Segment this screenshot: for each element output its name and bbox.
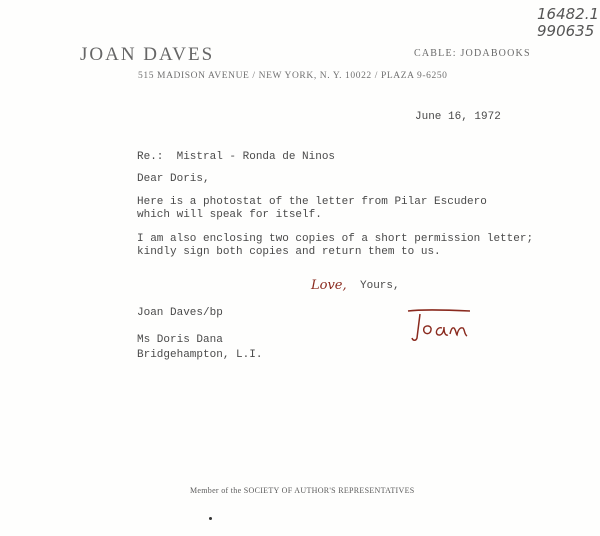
paper-speck [209,517,212,520]
footer-membership: Member of the SOCIETY OF AUTHOR'S REPRESENTATIVES [190,486,415,495]
letterhead-cable: CABLE: JODABOOKS [414,48,531,59]
sender-line: Joan Daves/bp [137,307,223,319]
body-paragraph-1: Here is a photostat of the letter from Pilar Escudero which will speak for itself. [137,196,487,221]
archive-mark-line1: 16482.1 [537,5,600,23]
letter-date: June 16, 1972 [415,111,501,123]
recipient-name: Ms Doris Dana [137,334,223,346]
handwritten-closing: Love, [311,278,347,293]
recipient-location: Bridgehampton, L.I. [137,349,263,361]
letterhead-address: 515 MADISON AVENUE / NEW YORK, N. Y. 10022 / PLAZA 9-6250 [138,71,448,81]
body-paragraph-2: I am also enclosing two copies of a short permission letter; kindly sign both copies and return them to us. [137,233,534,258]
recipient-block [137,333,262,363]
closing: Yours, [360,280,400,292]
letterhead-name: JOAN DAVES [80,44,215,65]
signature-mark [404,306,474,346]
archive-mark-line2: 990635 [537,22,595,40]
archive-mark [537,6,599,40]
salutation: Dear Doris, [137,173,210,185]
subject-line: Re.: Mistral - Ronda de Ninos [137,151,336,163]
